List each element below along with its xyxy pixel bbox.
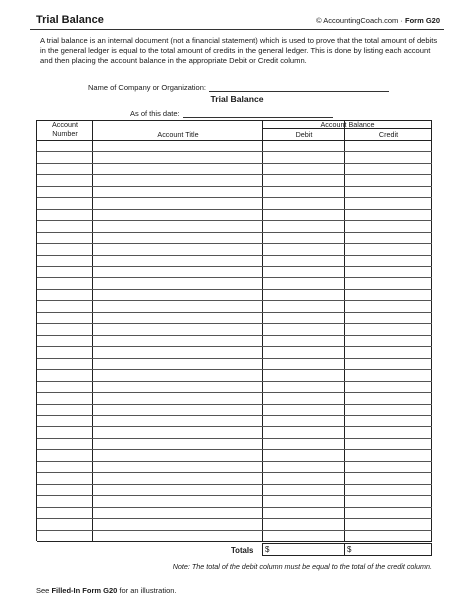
col-divider-number (92, 120, 93, 541)
table-row-line (37, 392, 432, 393)
totals-label: Totals (231, 546, 254, 555)
company-label: Name of Company or Organization: (88, 83, 206, 92)
table-row-line (37, 220, 432, 221)
table-bottom-border (37, 541, 432, 542)
table-right-border (431, 120, 432, 541)
ledger-table (37, 120, 432, 541)
col-divider-title (262, 120, 263, 541)
col-divider-debit (344, 120, 345, 541)
date-label: As of this date: (130, 109, 180, 118)
table-left-border (36, 120, 37, 541)
table-row-line (37, 461, 432, 462)
table-row-line (37, 530, 432, 531)
footer-prefix: See (36, 586, 50, 595)
table-row-line (37, 209, 432, 210)
header-account-number-1: Account (52, 119, 78, 129)
table-row-line (37, 438, 432, 439)
table-row-line (37, 163, 432, 164)
table-row-line (37, 243, 432, 244)
table-row-line (37, 174, 432, 175)
table-row-line (37, 232, 432, 233)
company-field[interactable] (88, 83, 389, 92)
filled-in-form-link[interactable]: Filled-In Form G20 (51, 586, 118, 595)
table-row-line (37, 404, 432, 405)
table-row-line (37, 255, 432, 256)
table-row-line (37, 335, 432, 336)
table-row-line (37, 507, 432, 508)
table-row-line (37, 312, 432, 313)
table-row-line (37, 426, 432, 427)
table-row-line (37, 495, 432, 496)
table-row-line (37, 300, 432, 301)
table-row-line (37, 323, 432, 324)
balance-note: Note: The total of the debit column must be equal to the total of the credit column. (172, 562, 432, 571)
table-row-line (37, 186, 432, 187)
table-row-line (37, 369, 432, 370)
table-row-line (37, 277, 432, 278)
header-source (316, 16, 440, 25)
date-input-line[interactable] (183, 110, 333, 118)
footer-suffix: for an illustration. (119, 586, 177, 595)
table-row-line (37, 346, 432, 347)
header-debit: Debit (295, 129, 313, 139)
header-bottom-rule (37, 140, 432, 141)
table-row-line (37, 518, 432, 519)
sheet-title: Trial Balance (210, 94, 264, 104)
table-row-line (37, 449, 432, 450)
header-credit: Credit (378, 129, 399, 139)
source-text: © AccountingCoach.com · (316, 16, 403, 25)
table-row-line (37, 415, 432, 416)
header-account-title: Account Title (157, 129, 199, 139)
header-account-number-2: Number (52, 128, 78, 138)
table-row-line (37, 381, 432, 382)
header-account-balance: Account Balance (320, 119, 375, 129)
table-row-line (37, 484, 432, 485)
table-row-line (37, 197, 432, 198)
table-row-line (37, 151, 432, 152)
page-title: Trial Balance (36, 14, 104, 26)
date-field[interactable] (130, 109, 333, 118)
debit-currency: $ (265, 545, 270, 554)
table-row-line (37, 266, 432, 267)
credit-total-box[interactable] (344, 543, 432, 556)
header-rule (30, 29, 444, 30)
form-id: Form G20 (404, 16, 440, 25)
table-row-line (37, 472, 432, 473)
table-row-line (37, 289, 432, 290)
company-input-line[interactable] (209, 84, 389, 92)
footer (36, 586, 177, 595)
credit-currency: $ (347, 545, 352, 554)
intro-paragraph: A trial balance is an internal document (not a financial statement) which is used to prove that the total amount of debits in the general ledger is equal to the total amount of credits in the general ledger. This is done by listing each account and then placing the account balance in the appropriate Debit or Credit column. (40, 36, 438, 66)
table-row-line (37, 358, 432, 359)
debit-total-box[interactable] (262, 543, 345, 556)
